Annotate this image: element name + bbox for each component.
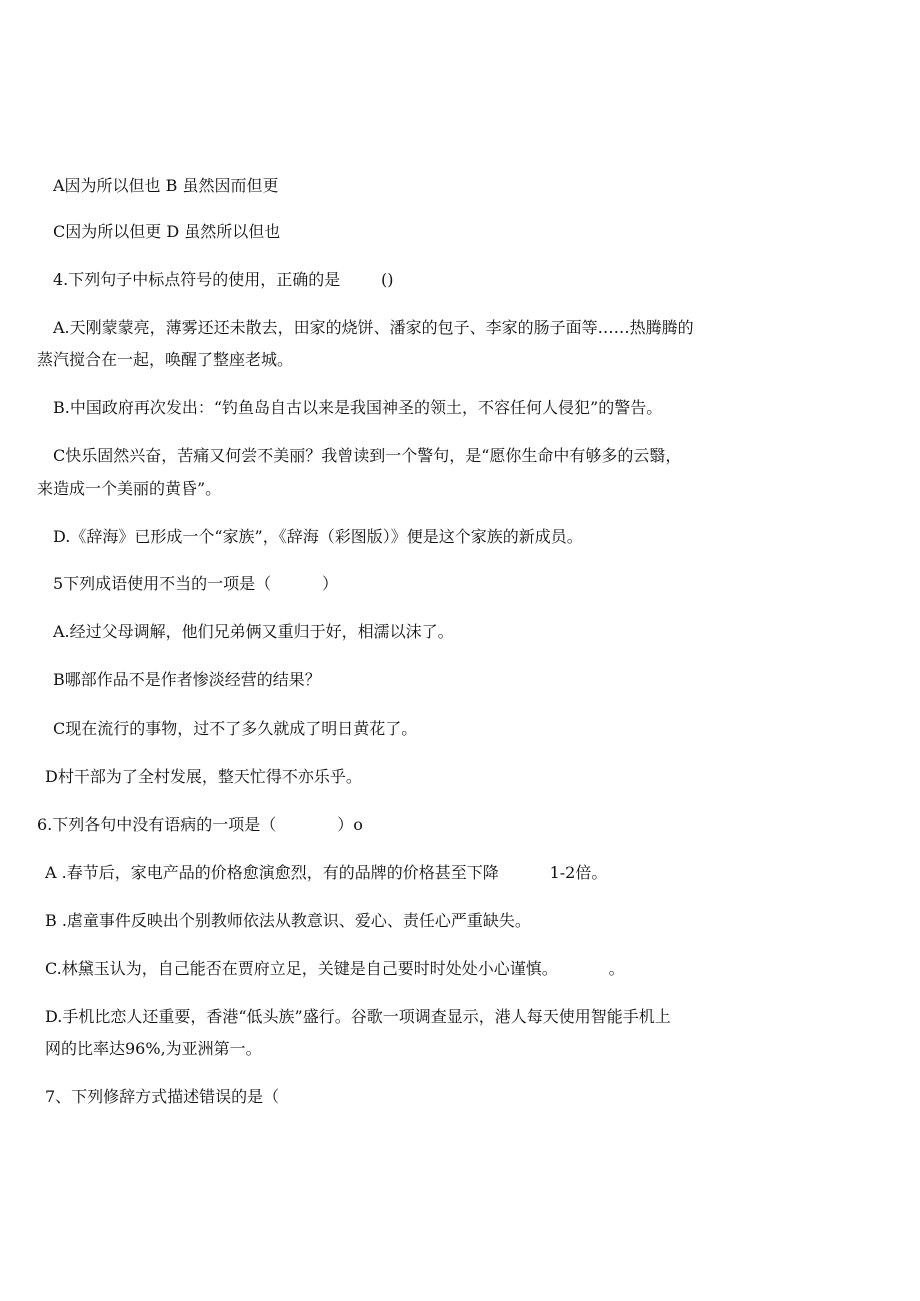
q5-option-b: B哪部作品不是作者惨淡经营的结果？ [53, 670, 321, 689]
q4-option-a-line2: 蒸汽搅合在一起，唤醒了整座老城。 [37, 350, 294, 369]
q4-option-b: B.中国政府再次发出：“钓鱼岛自古以来是我国神圣的领土，不容任何人侵犯”的警告。 [53, 398, 663, 417]
q5-stem: 5下列成语使用不当的一项是（ ） [53, 574, 339, 593]
q5-option-a: A.经过父母调解，他们兄弟俩又重归于好，相濡以沫了。 [53, 622, 454, 641]
q6-stem: 6.下列各句中没有语病的一项是（ ）o [37, 815, 363, 834]
q6-option-c: C.林黛玉认为，自己能否在贾府立足，关键是自己要时时处处小心谨慎。 。 [45, 959, 625, 978]
q3-options-cd: C因为所以但更 D 虽然所以但也 [53, 222, 281, 241]
q5-option-d: D村干部为了全村发展，整天忙得不亦乐乎。 [45, 767, 362, 786]
q4-option-a-line1: A.天刚蒙蒙亮，薄雾还还未散去，田家的烧饼、潘家的包子、李家的肠子面等……热腾腾的 [53, 318, 694, 337]
q6-option-a: A .春节后，家电产品的价格愈演愈烈，有的品牌的价格甚至下降 1-2倍。 [45, 863, 608, 882]
q4-option-c-line2: 来造成一个美丽的黄昏”。 [37, 479, 222, 498]
q7-stem: 7、下列修辞方式描述错误的是（ [45, 1087, 280, 1106]
q6-option-d-line2: 网的比率达96%,为亚洲第一。 [45, 1039, 262, 1058]
q4-stem: 4.下列句子中标点符号的使用，正确的是 () [53, 270, 394, 289]
q6-option-d-line1: D.手机比恋人还重要，香港“低头族”盛行。谷歌一项调查显示，港人每天使用智能手机上 [45, 1007, 671, 1026]
q4-option-c-line1: C快乐固然兴奋，苦痛又何尝不美丽？我曾读到一个警句，是“愿你生命中有够多的云翳， [53, 446, 682, 465]
q4-option-d: D.《辞海》已形成一个“家族”，《辞海（彩图版）》便是这个家族的新成员。 [53, 527, 583, 546]
q5-option-c: C现在流行的事物，过不了多久就成了明日黄花了。 [53, 719, 418, 738]
q6-option-b: B .虐童事件反映出个别教师依法从教意识、爱心、责任心严重缺失。 [45, 911, 531, 930]
q3-options-ab: A因为所以但也 B 虽然因而但更 [53, 176, 279, 195]
